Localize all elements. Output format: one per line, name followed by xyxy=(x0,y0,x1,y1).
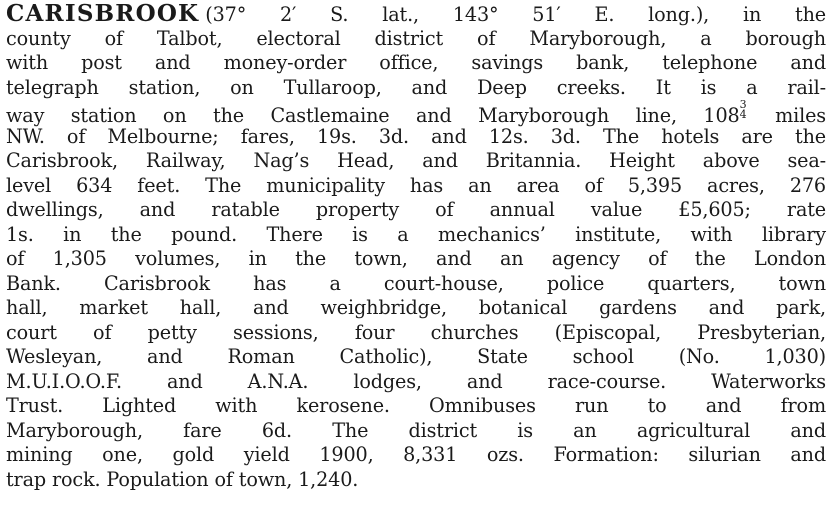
entry-line-17: Trust. Lighted with kerosene. Omnibuses run to and from xyxy=(6,394,826,417)
entry-line-14: court of petty sessions, four churches (Episcopal, Presbyterian, xyxy=(6,320,826,344)
entry-line-20: trap rock. Population of town, 1,240. xyxy=(6,467,359,491)
entry-line-19: mining one, gold yield 1900, 8,331 ozs. Formation: silurian and xyxy=(6,443,826,466)
entry-line-5 xyxy=(6,100,826,125)
entry-line-6: NW. of Melbourne; fares, 19s. 3d. and 12s. 3d. The hotels are the xyxy=(6,124,826,148)
entry-line-suffix: miles xyxy=(748,104,827,127)
entry-line-12: Bank. Carisbrook has a court-house, police quarters, town xyxy=(6,271,826,295)
entry-line-3: with post and money-order office, savings bank, telephone and xyxy=(6,51,826,74)
fraction-denominator: 4 xyxy=(739,108,747,121)
gazetteer-entry xyxy=(6,2,826,492)
headword: CARISBROOK xyxy=(6,0,200,27)
entry-line-13: hall, market hall, and weighbridge, botanical gardens and park, xyxy=(6,296,826,319)
entry-line-9: dwellings, and ratable property of annual value £5,605; rate xyxy=(6,198,826,221)
entry-line-16: M.U.I.O.O.F. and A.N.A. lodges, and race-course. Waterworks xyxy=(6,369,826,393)
entry-line-text: way station on the Castlemaine and Maryborough line, 108 xyxy=(6,104,740,127)
entry-line-1 xyxy=(6,2,826,27)
entry-line-8: level 634 feet. The municipality has an area of 5,395 acres, 276 xyxy=(6,173,826,197)
entry-line-7: Carisbrook, Railway, Nag’s Head, and Britannia. Height above sea- xyxy=(6,149,826,172)
entry-line-text: (37° 2′ S. lat., 143° 51′ E. long.), in the xyxy=(205,3,826,26)
fraction xyxy=(740,100,749,120)
entry-line-15: Wesleyan, and Roman Catholic), State school (No. 1,030) xyxy=(6,345,826,368)
fraction-numerator: 3 xyxy=(739,98,747,111)
entry-line-2: county of Talbot, electoral district of Maryborough, a borough xyxy=(6,26,826,50)
entry-line-4: telegraph station, on Tullaroop, and Deep creeks. It is a rail- xyxy=(6,75,826,99)
entry-line-18: Maryborough, fare 6d. The district is an agricultural and xyxy=(6,418,826,442)
entry-line-10: 1s. in the pound. There is a mechanics’ institute, with library xyxy=(6,222,826,246)
entry-line-11: of 1,305 volumes, in the town, and an agency of the London xyxy=(6,247,826,270)
